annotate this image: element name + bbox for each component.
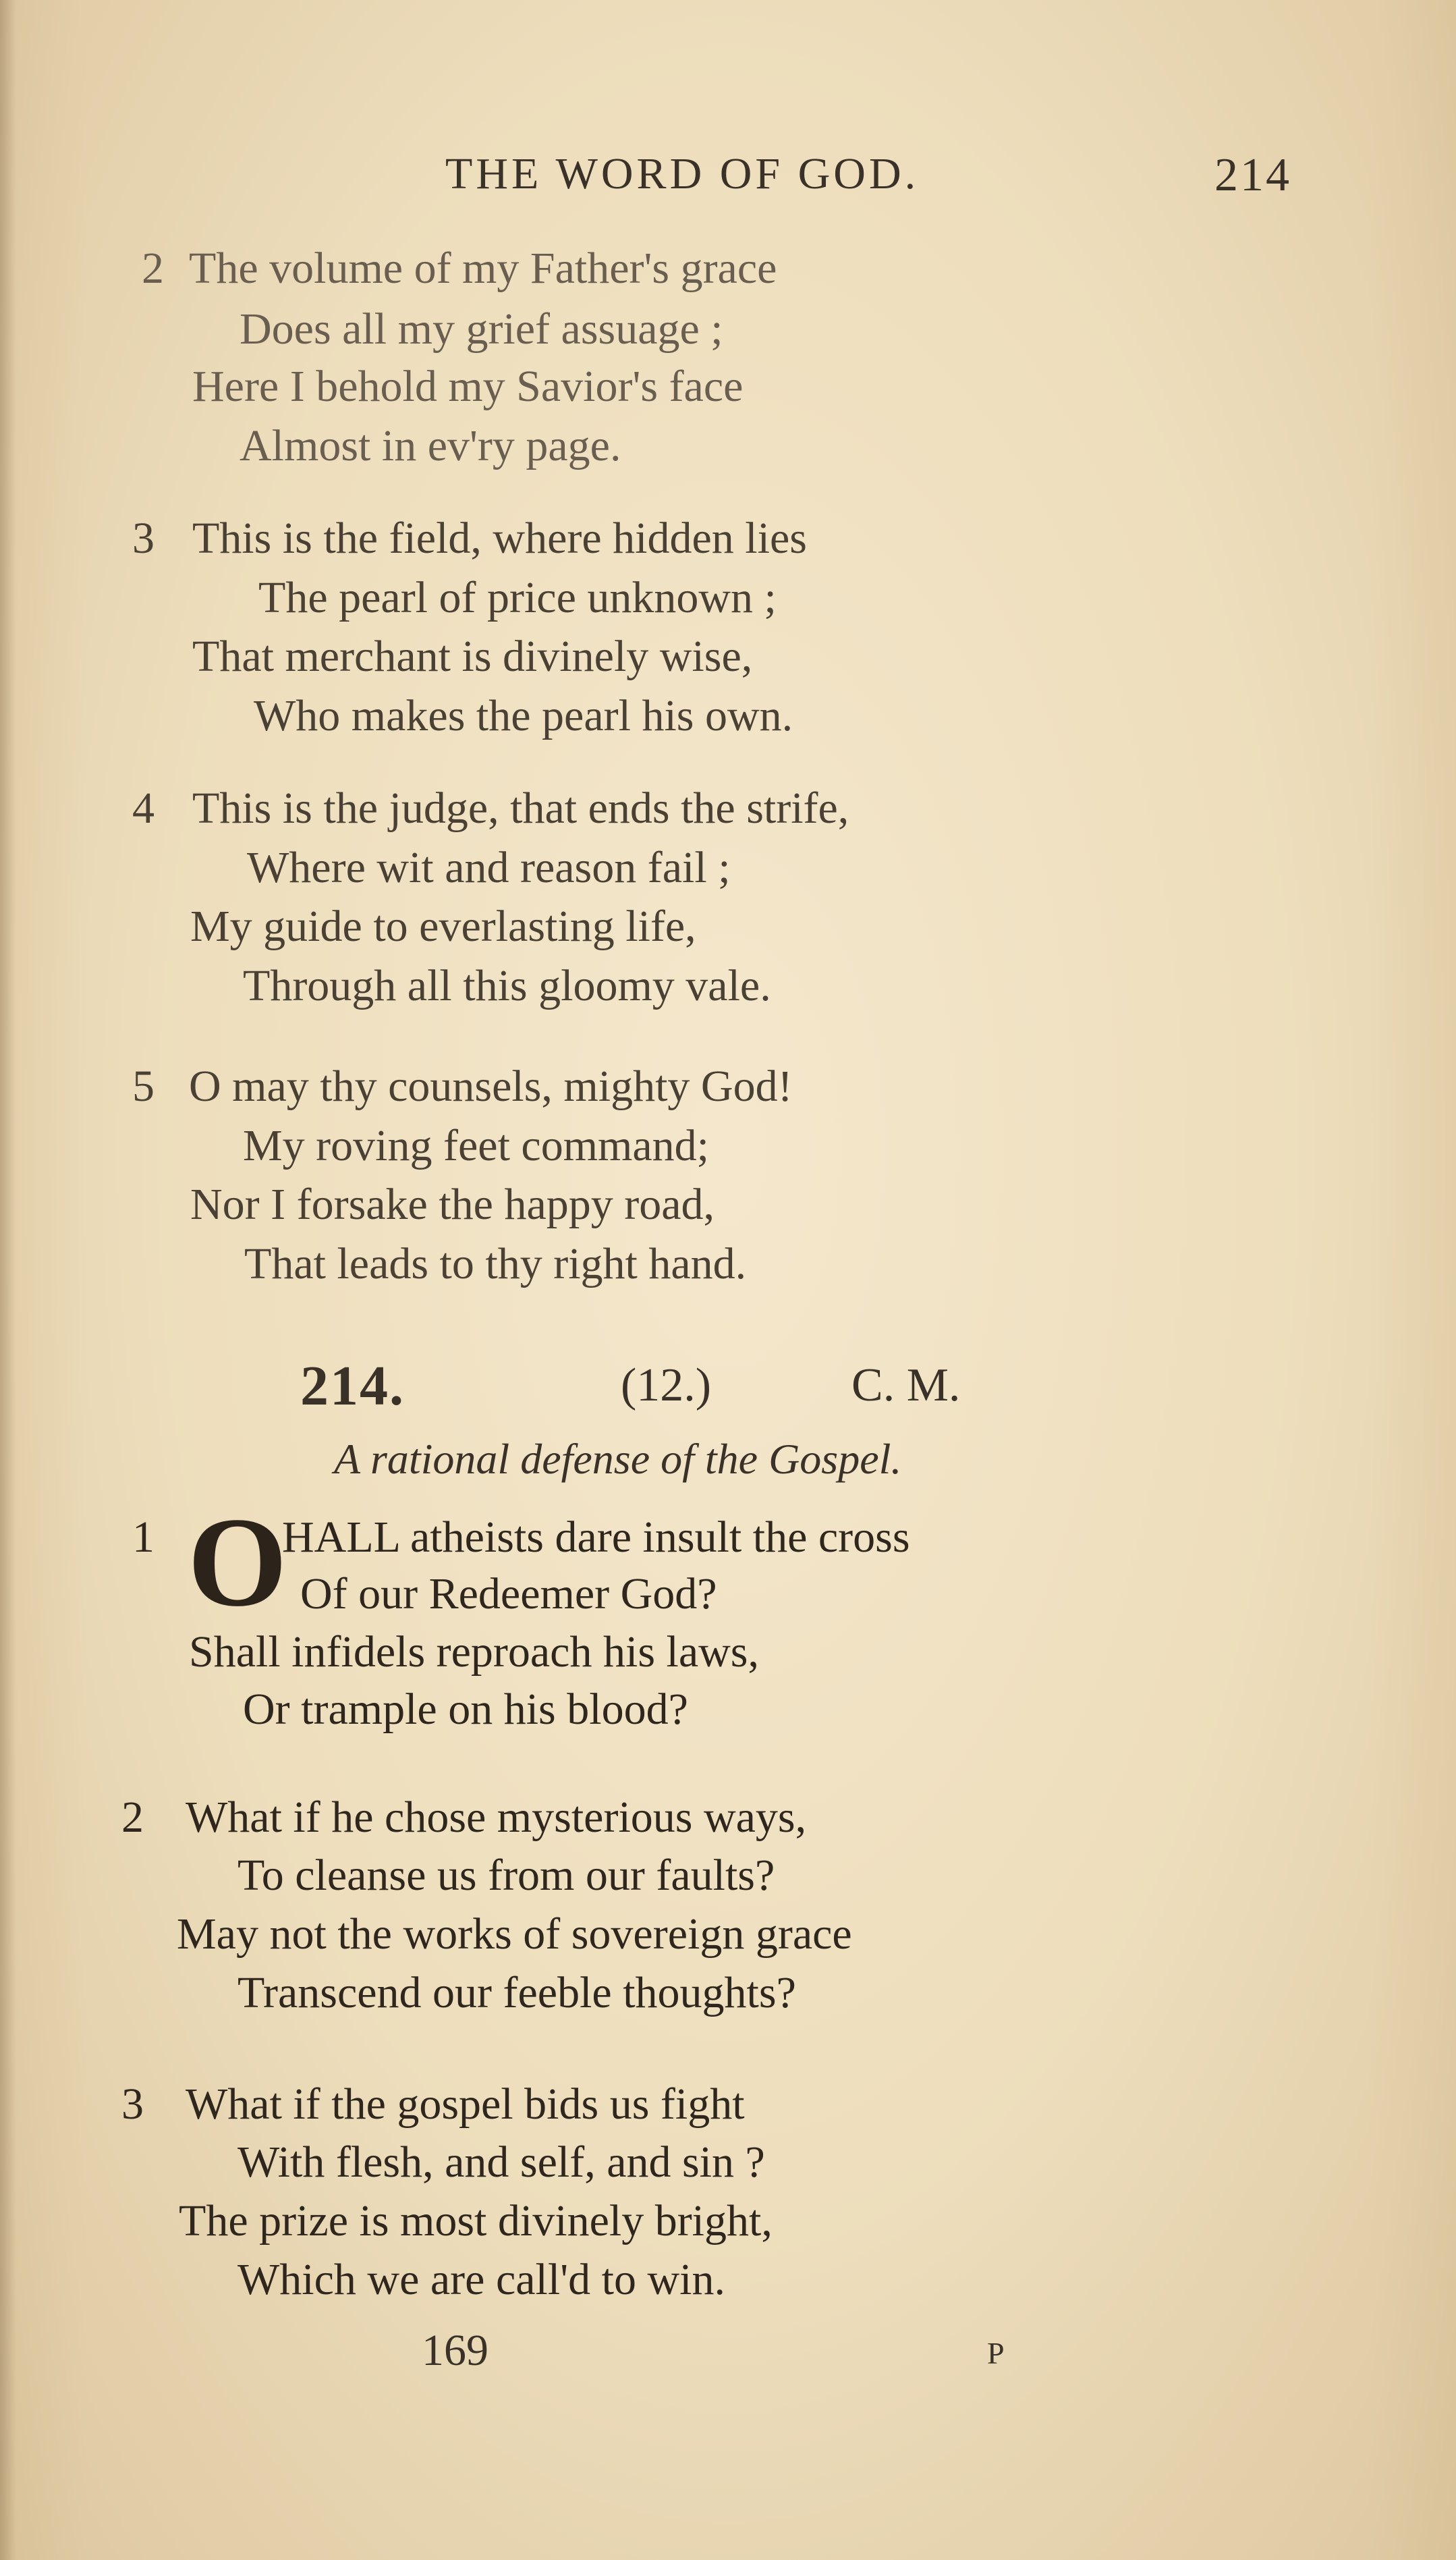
running-head — [0, 148, 1456, 209]
hymn-number: 214. — [300, 1355, 405, 1417]
verse-line: Or trample on his blood? — [243, 1685, 688, 1734]
verse-line: Of our Redeemer God? — [300, 1569, 717, 1618]
stanza-number: 2 — [142, 244, 164, 293]
page-number: 214 — [1214, 149, 1291, 201]
verse-line: Where wit and reason fail ; — [247, 843, 731, 892]
verse-line: Which we are call'd to win. — [237, 2255, 725, 2304]
verse-line: The prize is most divinely bright, — [179, 2196, 773, 2245]
verse-line: To cleanse us from our faults? — [237, 1851, 775, 1900]
verse-line: This is the judge, that ends the strife, — [192, 784, 849, 833]
stanza-number: 1 — [132, 1513, 155, 1562]
verse-line: That leads to thy right hand. — [244, 1239, 747, 1288]
verse-line: My guide to everlasting life, — [190, 902, 696, 951]
stanza-number: 5 — [132, 1062, 155, 1111]
verse-line: The volume of my Father's grace — [189, 244, 777, 293]
running-title: THE WORD OF GOD. — [445, 149, 920, 198]
verse-line: What if the gospel bids us fight — [186, 2079, 745, 2129]
hymn-header — [0, 1353, 1456, 1417]
verse-line: Shall infidels reproach his laws, — [189, 1627, 759, 1677]
stanza-number: 4 — [132, 784, 155, 833]
footer-page-number: 169 — [422, 2326, 488, 2375]
verse-line: What if he chose mysterious ways, — [186, 1793, 807, 1842]
verse-line: That merchant is divinely wise, — [192, 632, 753, 681]
verse-line: The pearl of price unknown ; — [258, 573, 777, 622]
meter: C. M. — [851, 1359, 961, 1411]
drop-cap: O — [188, 1492, 287, 1633]
verse-line: With flesh, and self, and sin ? — [237, 2137, 765, 2187]
verse-line: O may thy counsels, mighty God! — [189, 1062, 793, 1111]
signature-mark: P — [987, 2336, 1005, 2370]
verse-line: Almost in ev'ry page. — [240, 421, 621, 470]
verse-line: My roving feet command; — [243, 1121, 710, 1170]
tune-reference: (12.) — [621, 1359, 712, 1411]
hymn-subtitle: A rational defense of the Gospel. — [334, 1435, 902, 1483]
verse-line: Nor I forsake the happy road, — [190, 1180, 715, 1229]
verse-line: Transcend our feeble thoughts? — [237, 1968, 796, 2017]
stanza-number: 3 — [132, 514, 155, 563]
verse-line: Who makes the pearl his own. — [254, 691, 793, 740]
verse-line: Does all my grief assuage ; — [240, 304, 723, 354]
verse-line: This is the field, where hidden lies — [192, 514, 807, 563]
page-spine-shadow — [0, 0, 16, 2560]
verse-line: Here I behold my Savior's face — [192, 362, 744, 411]
stanza-number: 3 — [121, 2079, 144, 2129]
stanza-number: 2 — [121, 1793, 144, 1842]
verse-line: May not the works of sovereign grace — [177, 1909, 852, 1959]
verse-line: Through all this gloomy vale. — [243, 961, 771, 1010]
verse-line: HALL atheists dare insult the cross — [282, 1513, 910, 1562]
